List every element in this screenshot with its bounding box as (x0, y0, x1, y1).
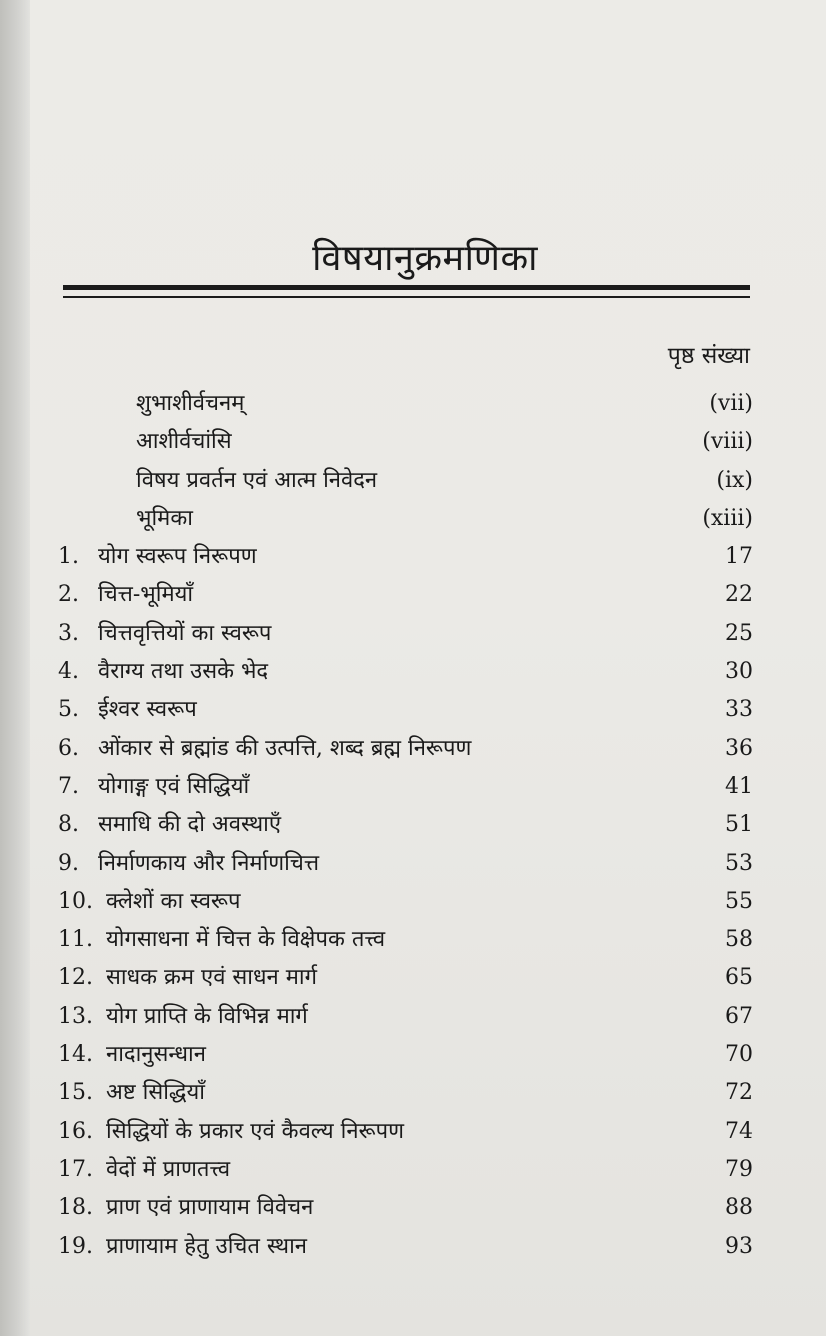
toc-entry (58, 845, 753, 883)
toc-entry (58, 576, 753, 614)
toc-entry (58, 959, 753, 997)
toc-entry-number: 2. (58, 582, 79, 608)
toc-entry (58, 423, 753, 461)
toc-entry-title: योग स्वरूप निरूपण (98, 544, 257, 570)
toc-entry-number: 3. (58, 620, 79, 646)
toc-entry-number: 19. (58, 1233, 93, 1259)
toc-entry-number: 12. (58, 965, 93, 991)
title-underline-thick (63, 285, 750, 290)
toc-entry (58, 1113, 753, 1151)
toc-entry-page: 65 (725, 965, 753, 991)
toc-entry-title: वैराग्य तथा उसके भेद (98, 659, 269, 685)
toc-entry-number: 7. (58, 773, 79, 799)
toc-entry-number: 14. (58, 1042, 93, 1068)
toc-entry-title: समाधि की दो अवस्थाएँ (98, 812, 281, 838)
toc-entry-title: साधक क्रम एवं साधन मार्ग (106, 965, 317, 991)
toc-entry-title: चित्तवृत्तियों का स्वरूप (98, 620, 272, 646)
toc-entry-title: वेदों में प्राणतत्त्व (106, 1156, 231, 1182)
toc-entry-page: (xiii) (702, 505, 753, 531)
page-number-column-heading: पृष्ठ संख्या (667, 343, 750, 369)
toc-entry-title: अष्ट सिद्धियाँ (106, 1080, 205, 1106)
toc-entry-page: 72 (725, 1080, 753, 1106)
toc-entry-page: 17 (725, 544, 753, 570)
toc-entry-title: निर्माणकाय और निर्माणचित्त (98, 850, 320, 876)
toc-entry-page: 51 (725, 812, 753, 838)
toc-entry-title: विषय प्रवर्तन एवं आत्म निवेदन (136, 467, 378, 493)
page-title: विषयानुक्रमणिका (312, 238, 538, 279)
toc-entry-number: 11. (58, 927, 93, 953)
toc-entry (58, 615, 753, 653)
toc-entry-page: (vii) (709, 391, 753, 416)
toc-entry-title: सिद्धियों के प्रकार एवं कैवल्य निरूपण (106, 1118, 405, 1144)
toc-entry (58, 730, 753, 768)
toc-entry-number: 9. (58, 850, 79, 876)
toc-entry-title: योगसाधना में चित्त के विक्षेपक तत्त्व (106, 927, 386, 953)
toc-entry (58, 883, 753, 921)
toc-entry-number: 10. (58, 888, 93, 914)
toc-entry-page: 22 (725, 582, 753, 608)
toc-entry-title: ईश्वर स्वरूप (98, 697, 197, 723)
toc-entry-number: 1. (58, 544, 79, 570)
toc-entry-number: 8. (58, 812, 79, 838)
toc-entry-title: आशीर्वचांसि (136, 429, 232, 455)
toc-entry-page: 30 (725, 659, 753, 685)
toc-entry-page: 33 (725, 697, 753, 723)
toc-entry (58, 806, 753, 844)
toc-entry-page: 93 (725, 1233, 753, 1259)
toc-entry-page: 55 (725, 888, 753, 914)
toc-entry-title: क्लेशों का स्वरूप (106, 888, 241, 914)
toc-entry (58, 691, 753, 729)
toc-entry-number: 16. (58, 1118, 93, 1144)
toc-entry-number: 13. (58, 1003, 93, 1029)
toc-entry-title: चित्त-भूमियाँ (98, 582, 194, 608)
toc-entry-number: 6. (58, 735, 79, 761)
toc-entry (58, 538, 753, 576)
toc-entry (58, 1228, 753, 1266)
toc-entry-page: 79 (725, 1156, 753, 1182)
toc-entry-page: 25 (725, 620, 753, 646)
toc-entry-title: योगाङ्ग एवं सिद्धियाँ (98, 773, 250, 799)
toc-entry (58, 1074, 753, 1112)
toc-entry (58, 462, 753, 500)
toc-entry (58, 500, 753, 538)
toc-entry (58, 653, 753, 691)
toc-entry (58, 1151, 753, 1189)
toc-entry-title: ओंकार से ब्रह्मांड की उत्पत्ति, शब्द ब्रह्म निरूपण (98, 735, 472, 761)
toc-entry-number: 18. (58, 1195, 93, 1221)
book-page (30, 0, 826, 1336)
title-underline-thin (63, 296, 750, 298)
toc-entry (58, 385, 753, 423)
toc-entry-page: 74 (725, 1118, 753, 1144)
toc-entry-number: 4. (58, 659, 79, 685)
toc-entry-title: शुभाशीर्वचनम् (136, 391, 245, 416)
toc-entry-number: 15. (58, 1080, 93, 1106)
book-spine (0, 0, 30, 1336)
toc-entry-page: (ix) (716, 467, 753, 493)
toc-entry-page: 67 (725, 1003, 753, 1029)
toc-entry-title: योग प्राप्ति के विभिन्न मार्ग (106, 1003, 308, 1029)
toc-entry-title: भूमिका (136, 505, 193, 531)
toc-entry (58, 1036, 753, 1074)
toc-entry-title: नादानुसन्धान (106, 1042, 206, 1068)
toc-entry (58, 998, 753, 1036)
toc-entry (58, 768, 753, 806)
toc-entry-number: 17. (58, 1156, 93, 1182)
toc-entry-page: 53 (725, 850, 753, 876)
toc-entry (58, 1189, 753, 1227)
toc-entry-page: (viii) (702, 429, 753, 455)
toc-entry-number: 5. (58, 697, 79, 723)
toc-entry-page: 70 (725, 1042, 753, 1068)
toc-entry-page: 88 (725, 1195, 753, 1221)
table-of-contents (58, 385, 753, 1266)
toc-entry-title: प्राणायाम हेतु उचित स्थान (106, 1233, 307, 1259)
toc-entry-page: 58 (725, 927, 753, 953)
toc-entry-page: 41 (725, 773, 753, 799)
toc-entry-page: 36 (725, 735, 753, 761)
toc-entry (58, 921, 753, 959)
toc-entry-title: प्राण एवं प्राणायाम विवेचन (106, 1195, 314, 1221)
